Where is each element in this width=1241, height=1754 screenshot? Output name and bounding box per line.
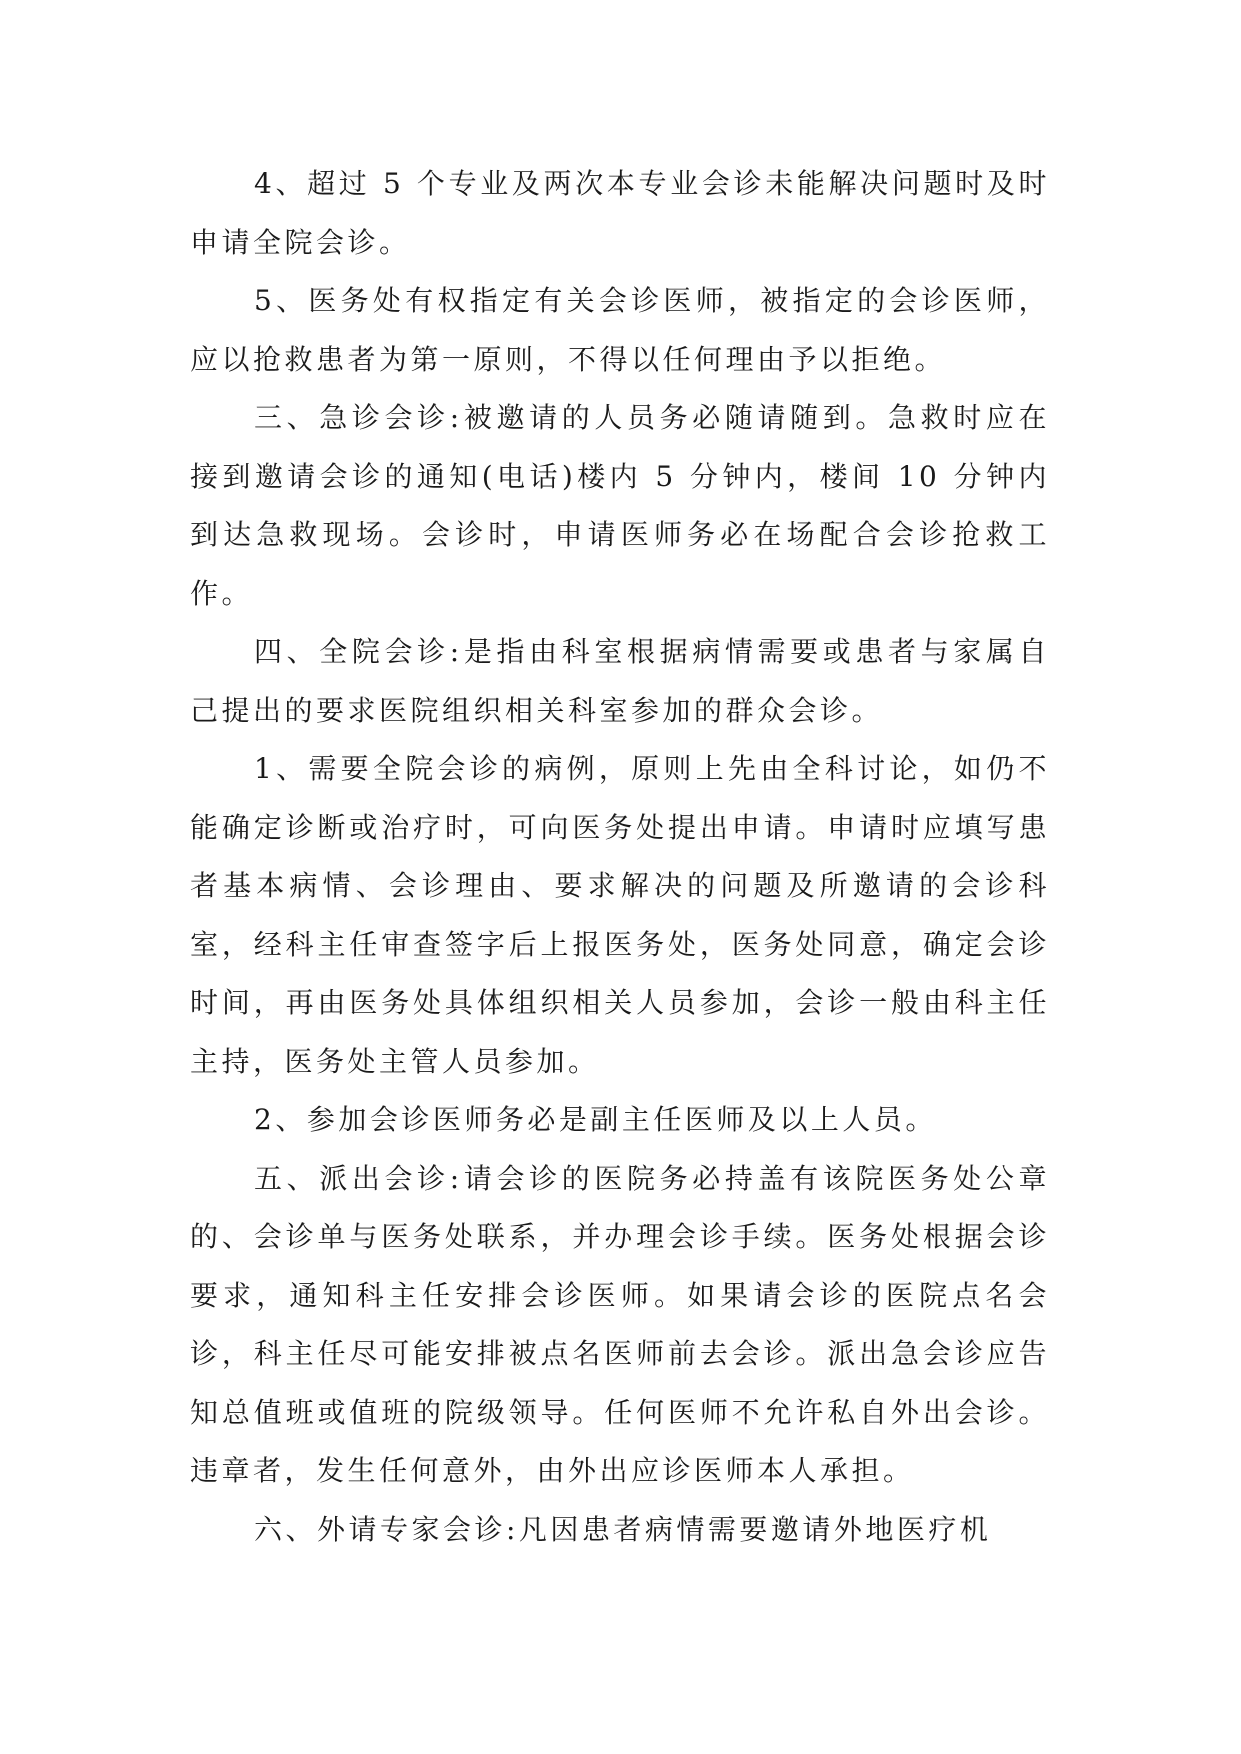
- paragraph-external-expert-consultation: 六、外请专家会诊:凡因患者病情需要邀请外地医疗机: [254, 1512, 992, 1546]
- paragraph-hospital-wide-consultation: 四、全院会诊:是指由科室根据病情需要或患者与家属自己提出的要求医院组织相关科室参加的群众会诊。: [190, 635, 1050, 727]
- paragraph-outbound-consultation: 五、派出会诊:请会诊的医院务必持盖有该院医务处公章的、会诊单与医务处联系，并办理会诊手续。医务处根据会诊要求，通知科主任安排会诊医师。如果请会诊的医院点名会诊，科主任尽可能安排被点名医师前去会诊。派出急会诊应告知总值班或值班的院级领导。任何医师不允许私自外出会诊。违章者，发生任何意外，由外出应诊医师本人承担。: [190, 1161, 1050, 1487]
- paragraph-hospital-wide-item-2: 2、参加会诊医师务必是副主任医师及以上人员。: [254, 1103, 937, 1136]
- paragraph-emergency-consultation: 三、急诊会诊:被邀请的人员务必随请随到。急救时应在接到邀请会诊的通知(电话)楼内 5 分钟内，楼间 10 分钟内到达急救现场。会诊时，申请医师务必在场配合会诊抢救工作。: [190, 401, 1050, 610]
- paragraph-item-4: 4、超过 5 个专业及两次本专业会诊未能解决问题时及时申请全院会诊。: [190, 167, 1050, 259]
- document-body: [190, 155, 1050, 1559]
- paragraph-item-5: 5、医务处有权指定有关会诊医师，被指定的会诊医师，应以抢救患者为第一原则，不得以任何理由予以拒绝。: [190, 284, 1050, 376]
- paragraph-hospital-wide-item-1: 1、需要全院会诊的病例，原则上先由全科讨论，如仍不能确定诊断或治疗时，可向医务处提出申请。申请时应填写患者基本病情、会诊理由、要求解决的问题及所邀请的会诊科室，经科主任审查签字后上报医务处，医务处同意，确定会诊时间，再由医务处具体组织相关人员参加，会诊一般由科主任主持，医务处主管人员参加。: [190, 752, 1050, 1078]
